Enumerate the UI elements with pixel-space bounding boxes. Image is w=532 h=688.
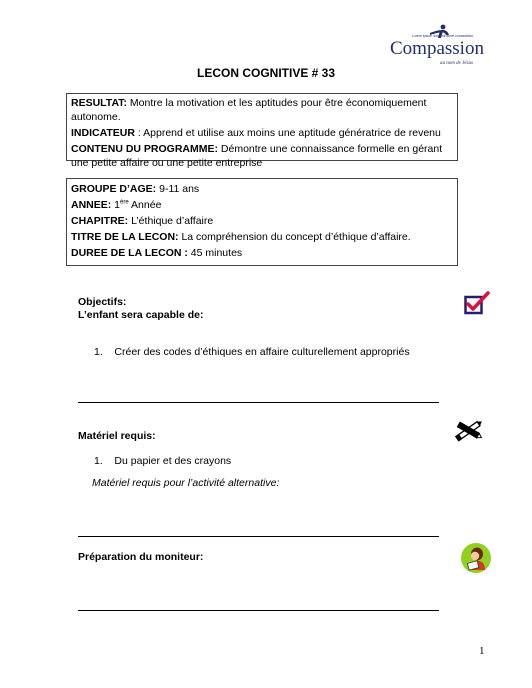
pencil-crayons-icon: [452, 418, 486, 444]
logo-small-text: Lorem ipsum dolor sit amet consectetur: [412, 34, 474, 38]
duree-text: 45 minutes: [187, 247, 243, 259]
contenu-text: Démontre une connaissance formelle en gérant une petite affaire ou une petite entreprise: [71, 143, 443, 169]
resultat-line: [71, 96, 453, 124]
divider-line: [78, 402, 439, 403]
groupe-text: 9-11 ans: [156, 183, 200, 195]
groupe-label: GROUPE D’AGE:: [71, 183, 157, 195]
indicateur-line: [71, 126, 453, 140]
resultat-label: RESULTAT:: [71, 97, 127, 109]
logo-word: Compassion: [390, 38, 484, 59]
titre-line: [71, 230, 453, 244]
titre-text: La compréhension du concept d’éthique d’affaire.: [178, 231, 411, 243]
annee-sup: ère: [120, 199, 129, 206]
materiel-alt-label: Matériel requis pour l’activité alternative:: [92, 477, 280, 489]
checkbox-check-icon: [464, 291, 490, 315]
contenu-label: CONTENU DU PROGRAMME:: [71, 143, 218, 155]
teacher-reading-icon: [460, 542, 492, 574]
annee-num: 1: [111, 199, 121, 211]
divider-line: [78, 610, 439, 611]
contenu-line: [71, 142, 453, 170]
chapitre-text: L’éthique d’affaire: [128, 215, 214, 227]
compassion-logo: [384, 24, 484, 70]
annee-line: [71, 198, 453, 212]
chapitre-line: [71, 214, 453, 228]
page-title: LECON COGNITIVE # 33: [196, 66, 336, 80]
titre-label: TITRE DE LA LECON:: [71, 231, 179, 243]
objectifs-heading: Objectifs:: [78, 296, 127, 308]
divider-line: [78, 536, 439, 537]
groupe-line: [71, 182, 453, 196]
objectif-item: 1. Créer des codes d’éthiques en affaire culturellement appropriés: [94, 346, 410, 358]
materiel-item: 1. Du papier et des crayons: [94, 455, 232, 467]
duree-line: [71, 246, 453, 260]
annee-label: ANNEE:: [71, 199, 112, 211]
objectifs-subheading: L’enfant sera capable de:: [78, 309, 204, 321]
chapitre-label: CHAPITRE:: [71, 215, 129, 227]
resultat-text: Montre la motivation et les aptitudes pour être économiquement autonome.: [71, 97, 427, 123]
preparation-heading: Préparation du moniteur:: [78, 551, 204, 563]
materiel-heading: Matériel requis:: [78, 430, 156, 442]
logo-tagline: au nom de Jésus: [440, 61, 473, 66]
page-number: 1: [479, 645, 485, 657]
lesson-info-box: [66, 178, 458, 266]
outcome-box: [66, 93, 458, 169]
duree-label: DUREE DE LA LECON :: [71, 247, 188, 259]
annee-text: Année: [128, 199, 162, 211]
indicateur-text: : Apprend et utilise aux moins une aptitude génératrice de revenu: [134, 127, 441, 139]
indicateur-label: INDICATEUR: [71, 127, 135, 139]
